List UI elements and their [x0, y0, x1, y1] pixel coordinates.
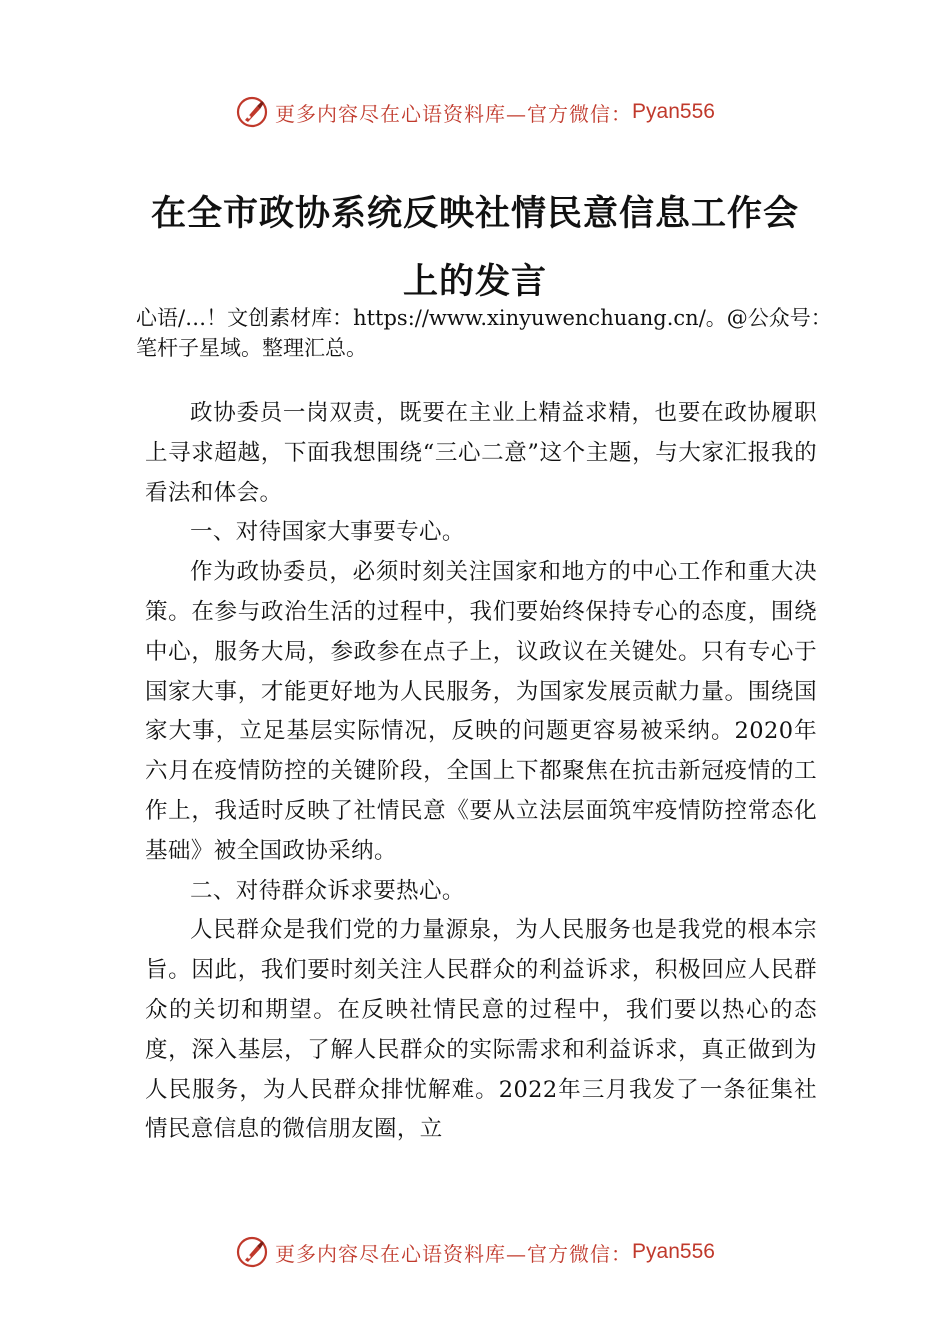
banner-cn-text: 更多内容尽在心语资料库—官方微信：: [275, 101, 633, 126]
footer-cn-text: 更多内容尽在心语资料库—官方微信：: [275, 1241, 633, 1266]
section-heading: 二、对待群众诉求要热心。: [190, 877, 465, 904]
document-body: [145, 394, 817, 1150]
footer-wechat-id: Pyan556: [632, 1240, 715, 1263]
pen-nib-logo-icon: [235, 1235, 269, 1269]
header-banner: [0, 92, 950, 132]
document-title-line-2: 上的发言: [402, 261, 547, 302]
document-title-line-1: 在全市政协系统反映社情民意信息工作会: [150, 193, 799, 234]
body-paragraph: 政协委员一岗双责，既要在主业上精益求精，也要在政协履职上寻求超越，下面我想围绕“三心二意”这个主题，与大家汇报我的看法和体会。: [145, 400, 817, 506]
banner-wechat-id: Pyan556: [632, 100, 715, 123]
body-paragraph: 作为政协委员，必须时刻关注国家和地方的中心工作和重大决策。在参与政治生活的过程中，我们要始终保持专心的态度，围绕中心，服务大局，参政参在点子上，议政议在关键处。只有专心于国家大事，才能更好地为人民服务，为国家发展贡献力量。围绕国家大事，立足基层实际情况，反映的问题更容易被采纳。2020年六月在疫情防控的关键阶段，全国上下都聚焦在抗击新冠疫情的工作上，我适时反映了社情民意《要从立法层面筑牢疫情防控常态化基础》被全国政协采纳。: [145, 559, 817, 864]
source-note: 心语/…！文创素材库：https://www.xinyuwenchuang.cn/。@公众号：笔杆子星域。整理汇总。: [136, 306, 832, 360]
section-heading: 一、对待国家大事要专心。: [190, 519, 465, 546]
pen-nib-logo-icon: [235, 95, 269, 129]
footer-banner: [0, 1232, 950, 1272]
body-paragraph: 人民群众是我们党的力量源泉，为人民服务也是我党的根本宗旨。因此，我们要时刻关注人民群众的利益诉求，积极回应人民群众的关切和期望。在反映社情民意的过程中，我们要以热心的态度，深入基层，了解人民群众的实际需求和利益诉求，真正做到为人民服务，为人民群众排忧解难。2022年三月我发了一条征集社情民意信息的微信朋友圈，立: [145, 917, 817, 1143]
